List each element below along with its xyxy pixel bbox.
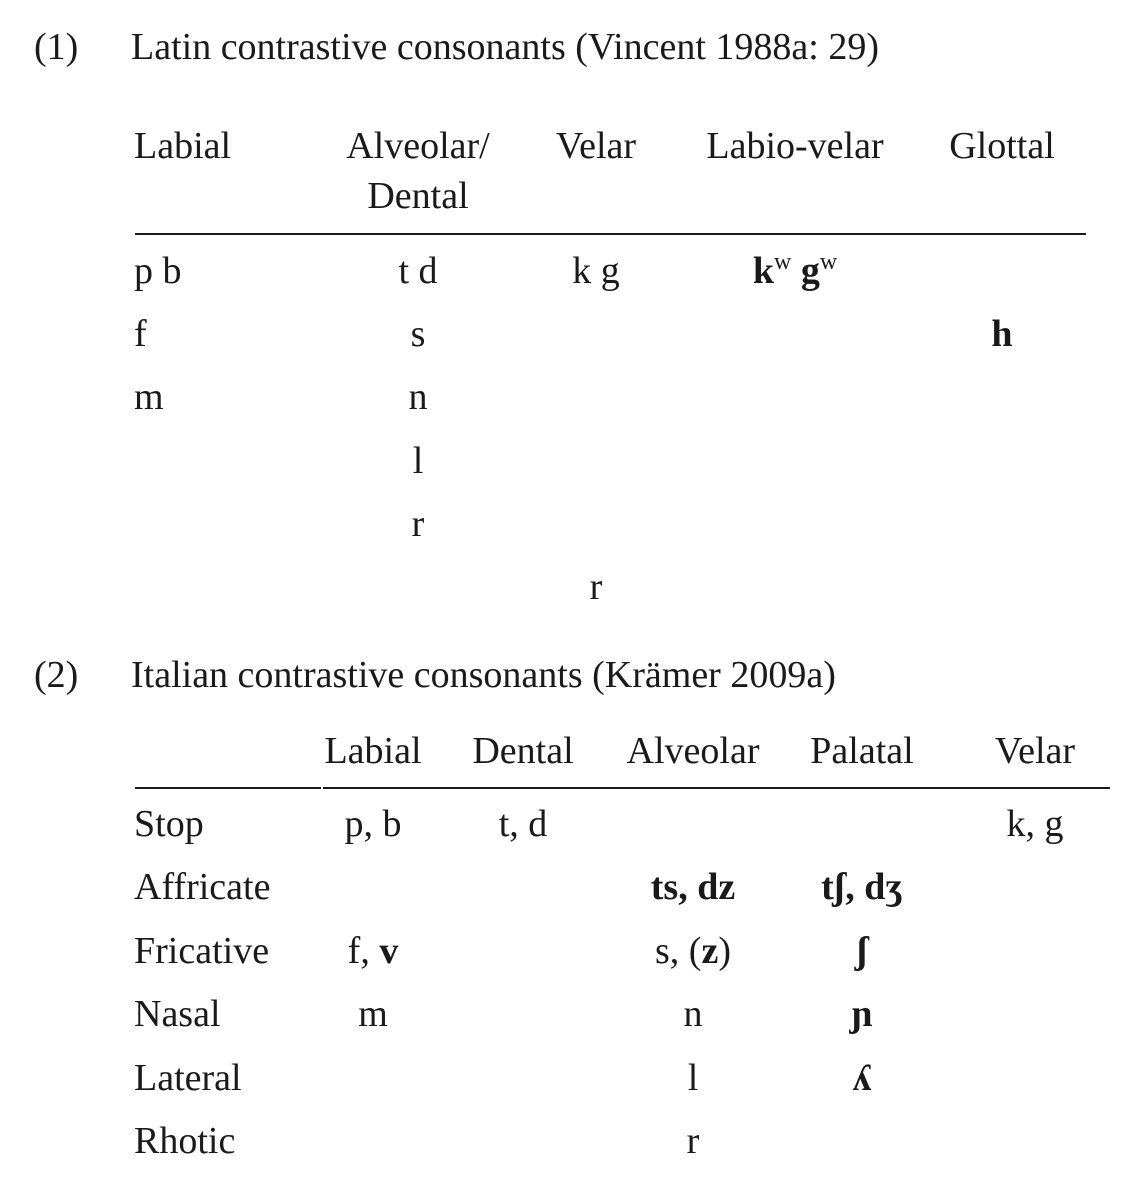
col-header-labial: Labial	[134, 125, 232, 167]
cell-fricative-alveolar: s, (z)	[655, 930, 731, 972]
col-header-labiovelar: Labio-velar	[706, 125, 884, 167]
cell-lateral-palatal: ʎ	[852, 1057, 872, 1099]
cell-glottal-r2: h	[991, 313, 1013, 355]
table-1-rule	[135, 233, 1086, 235]
cell-rhotic-alveolar: r	[686, 1120, 700, 1162]
cell-velar-r1: k g	[572, 250, 620, 292]
cell-lateral-alveolar: l	[687, 1057, 699, 1099]
example-2-number: (2)	[34, 654, 79, 696]
row-label-affricate: Affricate	[134, 866, 271, 908]
table-2-rule-right	[323, 787, 1110, 789]
col-header-dental: Dental	[472, 730, 574, 772]
example-1-title: Latin contrastive consonants (Vincent 1988a: 29)	[131, 26, 880, 68]
cell-stop-velar: k, g	[1006, 803, 1064, 845]
cell-velar-r6: r	[589, 566, 603, 608]
col-header-glottal: Glottal	[949, 125, 1055, 167]
cell-fricative-palatal: ʃ	[856, 930, 868, 972]
col-header-alveolar-line2: Dental	[367, 175, 469, 217]
col-header-labial: Labial	[324, 730, 422, 772]
col-header-alveolar	[346, 127, 490, 215]
cell-labial-r1: p b	[134, 250, 182, 292]
cell-alveolar-r5: r	[411, 503, 425, 545]
row-label-rhotic: Rhotic	[134, 1120, 236, 1162]
table-2-rule-left	[135, 787, 321, 789]
cell-stop-labial: p, b	[344, 803, 402, 845]
col-header-velar: Velar	[994, 730, 1076, 772]
row-label-fricative: Fricative	[134, 930, 270, 972]
example-2-title: Italian contrastive consonants (Krämer 2009a)	[131, 654, 836, 696]
cell-alveolar-r2: s	[410, 313, 426, 355]
row-label-stop: Stop	[134, 803, 204, 845]
cell-labiovelar-r1: $k^w$ $g^w$	[752, 249, 838, 292]
cell-alveolar-r4: l	[412, 440, 424, 482]
col-header-alveolar: Alveolar	[626, 730, 760, 772]
cell-fricative-labial: f, v	[347, 930, 399, 972]
cell-affricate-palatal: tʃ, dʒ	[821, 866, 903, 908]
cell-nasal-alveolar: n	[683, 993, 703, 1035]
cell-labial-r2: f	[134, 313, 147, 355]
col-header-alveolar-line1: Alveolar/	[346, 125, 490, 167]
example-1-number: (1)	[34, 26, 79, 68]
row-label-nasal: Nasal	[134, 993, 221, 1035]
cell-stop-dental: t, d	[498, 803, 548, 845]
cell-alveolar-r1: t d	[398, 250, 438, 292]
col-header-palatal: Palatal	[810, 730, 914, 772]
cell-nasal-labial: m	[358, 993, 388, 1035]
cell-affricate-alveolar: ts, dz	[650, 866, 736, 908]
cell-nasal-palatal: ɲ	[851, 993, 873, 1035]
col-header-velar: Velar	[555, 125, 637, 167]
cell-labial-r3: m	[134, 376, 164, 418]
cell-alveolar-r3: n	[408, 376, 428, 418]
row-label-lateral: Lateral	[134, 1057, 242, 1099]
